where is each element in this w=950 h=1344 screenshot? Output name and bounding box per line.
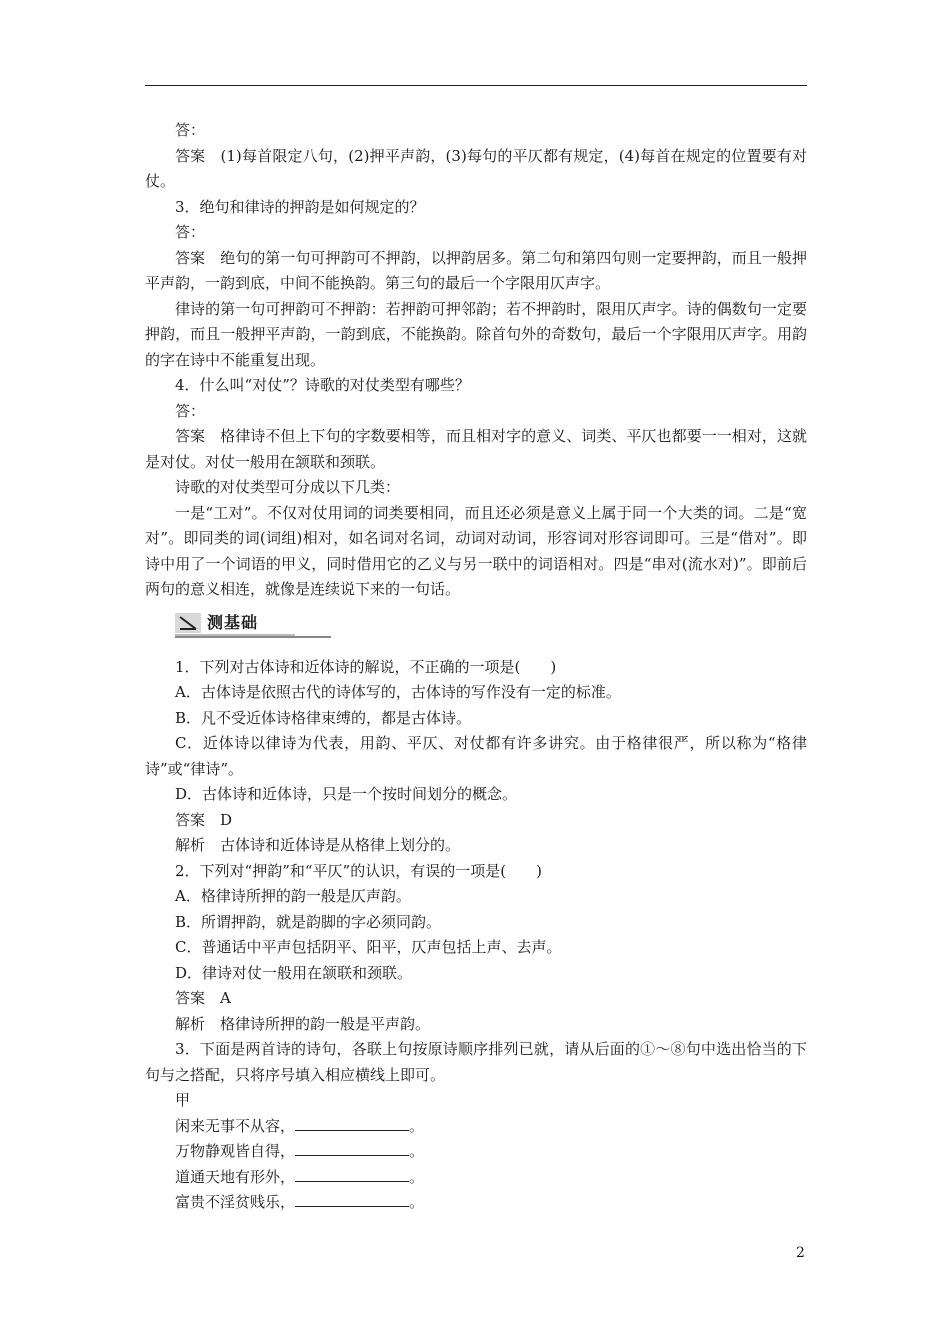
question-2: 2．下列对“押韵”和“平仄”的认识，有误的一项是( ) [175, 861, 542, 880]
option-d: D．古体诗和近体诗，只是一个按时间划分的概念。 [175, 785, 518, 803]
question-3: 3．下面是两首诗的诗句，各联上句按原诗顺序排列已就，请从后面的①～⑧句中选出恰当的下句与之搭配，只将序号填入相应横线上即可。 [145, 1040, 807, 1084]
question-3: 3．绝句和律诗的押韵是如何规定的？ [175, 197, 425, 216]
text-paragraph: 律诗的第一句可押韵可不押韵：若押韵可押邻韵；若不押韵时，限用仄声字。诗的偶数句一定要押韵，而且一般押平声韵，一韵到底，不能换韵。除首句外的奇数句，最后一个字限用仄声字。用韵的字在诗中不能重复出现。 [145, 299, 807, 369]
answer: 答案 A [175, 989, 231, 1007]
text-paragraph: 答案 (1)每首限定八句，(2)押平声韵，(3)每句的平仄都有规定，(4)每首在规定的位置要有对仗。 [145, 146, 807, 190]
option-c: C．近体诗以律诗为代表，用韵、平仄、对仗都有许多讲究。由于格律很严，所以称为“格律诗”或“律诗”。 [145, 734, 807, 778]
option-a: A．格律诗所押的韵一般是仄声韵。 [175, 887, 411, 905]
option-a: A．古体诗是依照古代的诗体写的，古体诗的写作没有一定的标准。 [175, 683, 621, 701]
poem-line: 道通天地有形外， 。 [145, 1165, 807, 1191]
answer-blank[interactable] [295, 1139, 409, 1156]
poem-line: 富贵不淫贫贱乐， 。 [145, 1190, 807, 1216]
poem-label: 甲 [175, 1091, 191, 1109]
answer-blank[interactable] [295, 1114, 409, 1131]
section-heading [175, 609, 807, 637]
question-4: 4．什么叫“对仗”？诗歌的对仗类型有哪些？ [175, 376, 470, 394]
analysis: 解析 古体诗和近体诗是从格律上划分的。 [175, 836, 461, 854]
section-underline [175, 636, 331, 638]
text-paragraph: 一是“工对”。不仅对仗用词的词类要相同，而且还必须是意义上属于同一个大类的词。二是“宽对”。即同类的词(词组)相对，如名词对名词，动词对动词，形容词对形容词即可。三是“借对”。即诗中用了一个词语的甲义，同时借用它的乙义与另一联中的词语相对。四是“串对(流水对)”。即前后两句的意义相连，就像是连续说下来的一句话。 [145, 503, 807, 598]
text-paragraph: 答案 绝句的第一句可押韵可不押韵，以押韵居多。第二句和第四句则一定要押韵，而且一般押平声韵，一韵到底，中间不能换韵。第三句的最后一个字限用仄声字。 [145, 248, 807, 292]
answer: 答案 D [175, 810, 233, 829]
text-paragraph: 答： [175, 223, 206, 241]
page-number: 2 [796, 1245, 805, 1261]
answer-blank[interactable] [295, 1165, 409, 1182]
text-paragraph: 答案 格律诗不但上下句的字数要相等，而且相对字的意义、词类、平仄也都要一一相对，这就是对仗。对仗一般用在颔联和颈联。 [145, 427, 807, 471]
text-paragraph: 答： [175, 401, 206, 420]
poem-line: 闲来无事不从容， 。 [145, 1114, 807, 1140]
analysis: 解析 格律诗所押的韵一般是平声韵。 [175, 1014, 431, 1033]
option-b: B．凡不受近体诗格律束缚的，都是古体诗。 [175, 708, 472, 727]
header-rule [145, 85, 807, 86]
section-title: 测基础 [207, 612, 259, 632]
option-d: D．律诗对仗一般用在颔联和颈联。 [175, 963, 413, 982]
option-c: C．普通话中平声包括阴平、阳平，仄声包括上声、去声。 [175, 938, 562, 956]
section-marker-icon [175, 613, 201, 633]
poem-line: 万物静观皆自得， 。 [145, 1139, 807, 1165]
answer-blank[interactable] [295, 1190, 409, 1207]
question-1: 1．下列对古体诗和近体诗的解说，不正确的一项是( ) [175, 657, 557, 676]
text-paragraph: 答： [175, 121, 206, 139]
text-paragraph: 诗歌的对仗类型可分成以下几类： [175, 478, 401, 496]
page-body [145, 118, 807, 1216]
option-b: B．所谓押韵，就是韵脚的字必须同韵。 [175, 912, 442, 931]
